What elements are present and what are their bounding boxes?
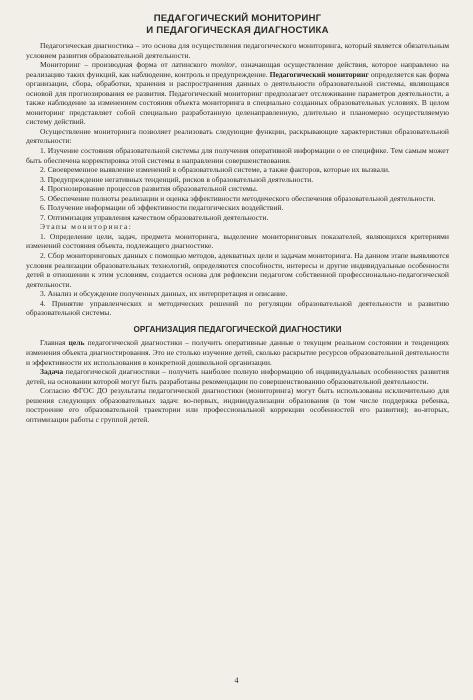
text-run: педагогической диагностики – получить оперативные данные о текущем реальном состоянии и тенденциях изменения объекта диагностирования. Это не столько изучение детей, сколько раскрытие ресурсов образовательной деятельности и эффективности их использования в конкретной дошкольной организации. — [26, 338, 450, 367]
bold-term-pedagogical-monitoring: Педагогический мониторинг — [269, 69, 369, 79]
text-run: педагогической диагностики – получить наиболее полную информацию об индивидуальных особенностях развития детей, на основании которой могут быть разработаны рекомендации по совершенствованию образовательной деятельности. — [26, 367, 449, 386]
stage-item: 4. Принятие управленческих и методических решений по регуляции образовательной деятельности и развитию образовательной системы. — [26, 298, 449, 318]
bold-term-goal: цель — [68, 338, 85, 348]
section-paragraph-1 — [26, 338, 449, 367]
function-item: 6. Получение информации об эффективности педагогических воздействий. — [40, 203, 284, 213]
title-line-2: И ПЕДАГОГИЧЕСКАЯ ДИАГНОСТИКА — [146, 25, 329, 36]
page-title — [26, 13, 449, 37]
text-run: Главная — [40, 338, 69, 348]
text-run: определяется как форма организации, сбора, обработки, хранения и распространения данных о деятельности образовательной системы, являющаяся основой для прогнозирования ее развития. Педагогический мониторинг предполагает отслеживание параметров деятельности, а также наблюдение за изменением состояния объекта мониторинга в специально созданных образовательных условиях. В целом мониторинг представляет собой специально разработанную целенаправленную, длительно и планомерно осуществляемую систему действий. — [26, 69, 449, 127]
function-item: 1. Изучение состояния образовательной системы для получения оперативной информации о ее специфике. Тем самым может быть обеспечена корректировка этой системы в направлении совершенствования. — [26, 146, 449, 165]
term-monitor: monitor — [210, 60, 235, 70]
section-paragraph-3: Согласно ФГОС ДО результаты педагогической диагностики (мониторинга) могут быть использованы исключительно для решения следующих образовательных задач: во-первых, индивидуализации образования (в том числе поддержка ребенка, построение его образовательной траектории или профессиональной коррекции особенностей его развития); во-вторых, оптимизации работы с группой детей. — [26, 386, 449, 424]
function-item: 7. Оптимизация управления качеством образовательной деятельности. — [40, 212, 269, 222]
function-item: 2. Своевременное выявление изменений в образовательной системе, а также факторов, которые их вызвали. — [40, 165, 390, 175]
stage-item: 2. Сбор мониторинговых данных с помощью методов, адекватных цели и задачам мониторинга. На данном этапе выявляются условия реализации образовательных технологий, определяются способности, интересы и другие индивидуальные особенности детей в отношении к этим условиям, создается основа для рефлексии педагогом собственной профессионально-педагогической деятельности. — [26, 251, 449, 289]
bold-term-task: Задача — [40, 367, 64, 377]
section-heading: ОРГАНИЗАЦИЯ ПЕДАГОГИЧЕСКОЙ ДИАГНОСТИКИ — [133, 324, 342, 334]
stage-item: 3. Анализ и обсуждение полученных данных, их интерпретация и описание. — [40, 289, 288, 299]
page-number: 4 — [234, 676, 239, 685]
stages-heading: Этапы мониторинга: — [40, 222, 133, 232]
function-item: 4. Прогнозирование процессов развития образовательной системы. — [40, 184, 258, 194]
text-run: , означающая осуществление действия, которое направлено на реализацию таких функций, как наблюдение, контроль и предупреждение. — [26, 60, 449, 79]
intro-paragraph-3: Осуществление мониторинга позволяет реализовать следующие функции, раскрывающие характеристики образовательной деятельности: — [26, 126, 449, 146]
section-paragraph-2 — [26, 367, 449, 386]
function-item: 3. Предупреждение негативных тенденций, рисков в образовательной деятельности. — [40, 174, 314, 184]
intro-paragraph-1: Педагогическая диагностика – это основа для осуществления педагогического мониторинга, который является обязательным условием развития образовательной деятельности. — [26, 41, 449, 60]
intro-paragraph-2 — [26, 60, 449, 127]
function-item: 5. Обеспечение полноты реализации и оценка эффективности методического обеспечения образовательной деятельности. — [40, 193, 436, 203]
stage-item: 1. Определение цели, задач, предмета мониторинга, выделение мониторинговых показателей, являющихся критериями изменений состояния объекта, подлежащего диагностике. — [26, 231, 449, 251]
title-line-1: ПЕДАГОГИЧЕСКИЙ МОНИТОРИНГ — [153, 13, 322, 24]
text-run: Мониторинг – производная форма от латинского — [40, 60, 211, 70]
